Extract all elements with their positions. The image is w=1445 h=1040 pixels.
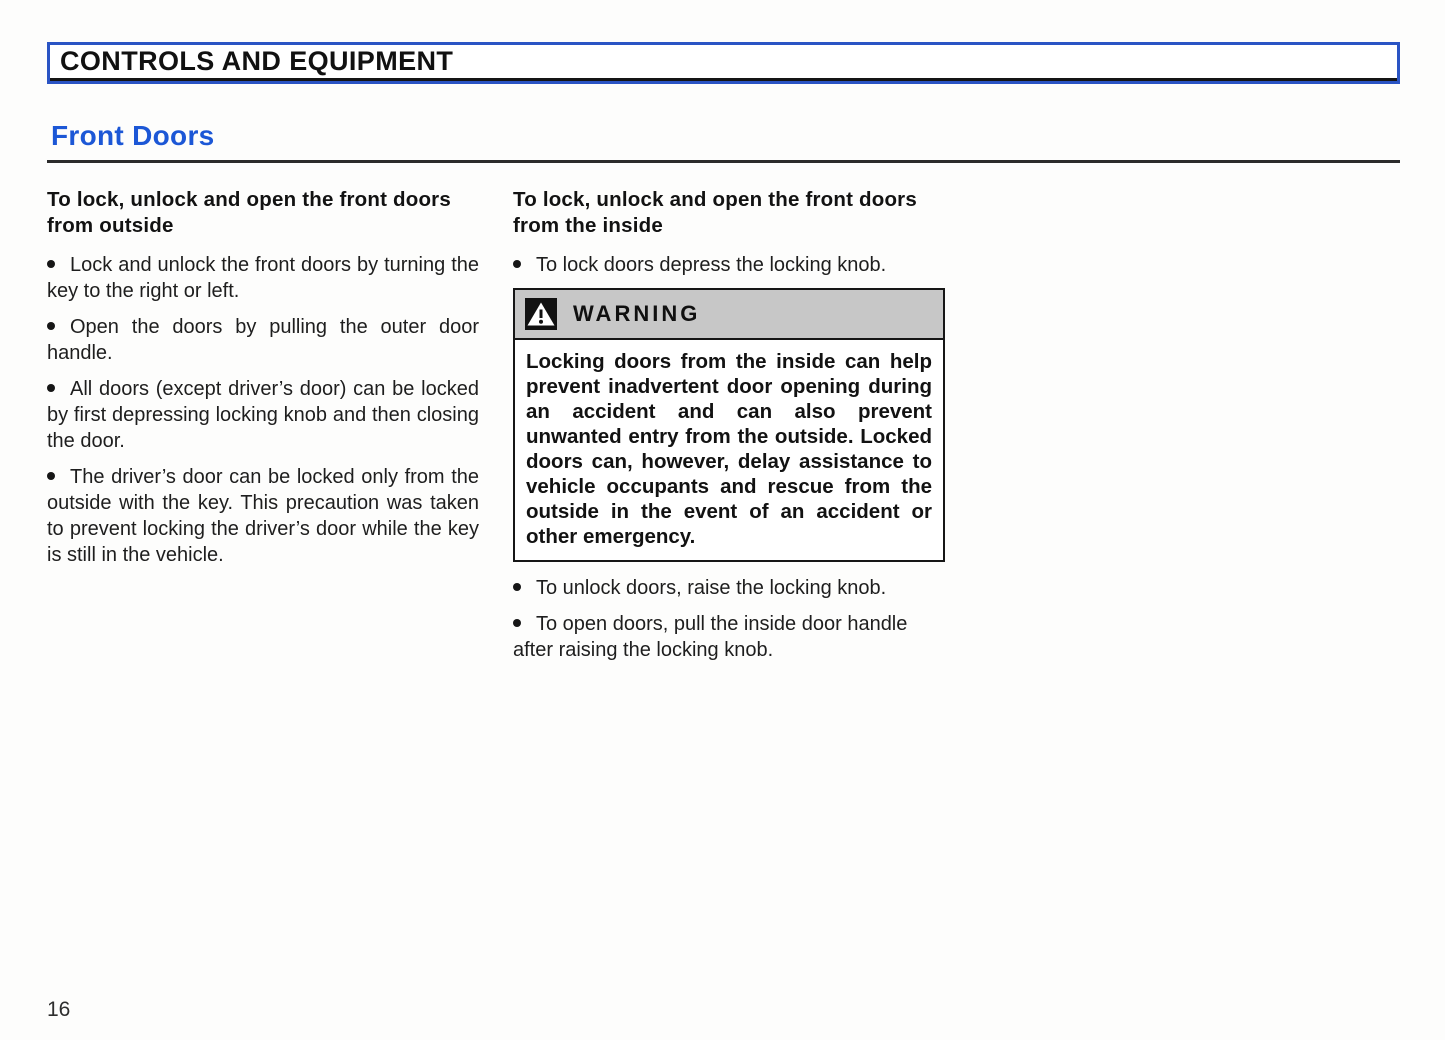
bullet-icon xyxy=(513,260,521,268)
bullet-icon xyxy=(513,583,521,591)
list-item xyxy=(47,464,479,568)
list-item-text: To open doors, pull the inside door handle after raising the locking knob. xyxy=(513,613,908,662)
section-title: Front Doors xyxy=(51,120,215,152)
warning-label: WARNING xyxy=(573,301,701,327)
content-columns xyxy=(47,187,1400,673)
bullet-icon xyxy=(513,619,521,627)
list-item xyxy=(513,575,945,601)
warning-header xyxy=(515,290,943,340)
list-item-text: To lock doors depress the locking knob. xyxy=(536,254,887,277)
chapter-header xyxy=(47,42,1400,84)
warning-box xyxy=(513,288,945,562)
outside-doors-column xyxy=(47,187,479,578)
bullet-icon xyxy=(47,260,55,268)
list-item-text: The driver’s door can be locked only from the outside with the key. This precaution was taken to prevent locking the driver’s door while the key is still in the vehicle. xyxy=(47,466,479,567)
list-item xyxy=(47,376,479,454)
page-number: 16 xyxy=(47,998,71,1021)
list-item xyxy=(513,611,945,663)
warning-triangle-icon xyxy=(525,298,557,330)
bullet-icon xyxy=(47,384,55,392)
list-item xyxy=(47,314,479,366)
inside-heading: To lock, unlock and open the front doors from the inside xyxy=(513,188,917,238)
bullet-icon xyxy=(47,472,55,480)
outside-heading: To lock, unlock and open the front doors from outside xyxy=(47,188,451,238)
list-item-text: All doors (except driver’s door) can be locked by first depressing locking knob and then closing the door. xyxy=(47,378,479,453)
bullet-icon xyxy=(47,322,55,330)
list-item xyxy=(47,252,479,304)
list-item-text: To unlock doors, raise the locking knob. xyxy=(536,577,887,600)
list-item-text: Open the doors by pulling the outer door handle. xyxy=(47,316,479,365)
section-divider xyxy=(47,160,1400,163)
list-item-text: Lock and unlock the front doors by turning the key to the right or left. xyxy=(47,254,479,303)
chapter-title: CONTROLS AND EQUIPMENT xyxy=(50,45,1397,81)
inside-doors-column xyxy=(513,187,945,673)
list-item xyxy=(513,252,945,278)
warning-text: Locking doors from the inside can help prevent inadvertent door opening during an accident and can also prevent unwanted entry from the outside. Locked doors can, however, delay assistance to vehicle occupants and rescue from the outside in the event of an accident or other emergency. xyxy=(526,350,932,549)
